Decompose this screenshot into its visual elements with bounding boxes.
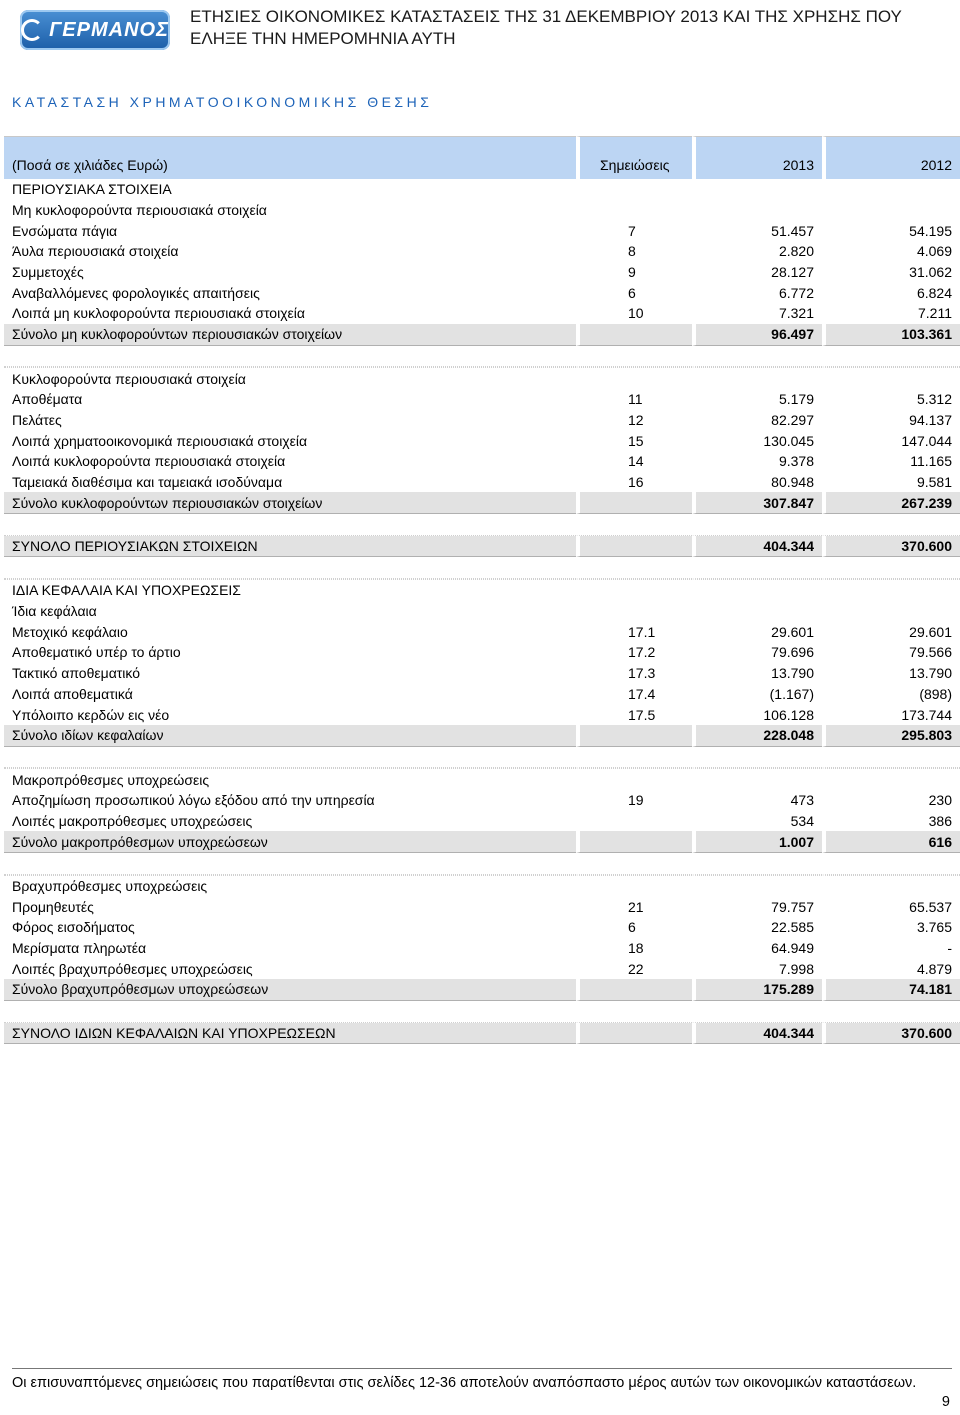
- row-label: Τακτικό αποθεματικό: [12, 665, 141, 682]
- spacer-row: [4, 1001, 960, 1023]
- row-note: 12: [576, 410, 692, 431]
- row-value-2012: [822, 601, 960, 622]
- row-label: Λοιπά αποθεματικά: [12, 685, 133, 702]
- spacer-cell: [4, 514, 576, 536]
- row-note: 17.1: [576, 621, 692, 642]
- row-note: [576, 768, 692, 790]
- table-row: [4, 938, 960, 959]
- row-value-2012: 7.211: [822, 303, 960, 324]
- row-value-2013: 79.696: [692, 642, 822, 663]
- table-row: [4, 410, 960, 431]
- row-label: Κυκλοφορούντα περιουσιακά στοιχεία: [4, 367, 576, 389]
- row-label: Φόρος εισοδήματος: [12, 919, 135, 936]
- row-label: ΣΥΝΟΛΟ ΠΕΡΙΟΥΣΙΑΚΩΝ ΣΤΟΙΧΕΙΩΝ: [4, 536, 576, 558]
- table-row: [4, 389, 960, 410]
- section-heading-row: [4, 601, 960, 622]
- spacer-row: [4, 747, 960, 769]
- row-value-2013: [692, 875, 822, 897]
- row-value-2013: 80.948: [692, 472, 822, 493]
- row-label: ΙΔΙΑ ΚΕΦΑΛΑΙΑ ΚΑΙ ΥΠΟΧΡΕΩΣΕΙΣ: [4, 579, 576, 601]
- row-value-2012: 267.239: [822, 492, 960, 514]
- row-value-2012: [822, 579, 960, 601]
- spacer-cell: [4, 346, 576, 368]
- spacer-cell: [822, 346, 960, 368]
- row-note: 16: [576, 472, 692, 493]
- table-row: [4, 790, 960, 811]
- section-heading-row: [4, 200, 960, 221]
- row-value-2012: 230: [822, 790, 960, 811]
- row-value-2013: 28.127: [692, 262, 822, 283]
- section-heading-row: [4, 367, 960, 389]
- row-value-2013: 404.344: [692, 1023, 822, 1045]
- row-note: [576, 979, 692, 1001]
- row-value-2012: 29.601: [822, 621, 960, 642]
- row-value-2012: [822, 768, 960, 790]
- row-note: [576, 492, 692, 514]
- row-value-2012: 4.879: [822, 958, 960, 979]
- row-label: Σύνολο μακροπρόθεσμων υποχρεώσεων: [4, 831, 576, 853]
- row-note: [576, 536, 692, 558]
- row-label: Ταμειακά διαθέσιμα και ταμειακά ισοδύναμα: [12, 473, 283, 490]
- table-row: [4, 621, 960, 642]
- spacer-cell: [822, 747, 960, 769]
- total-row: [4, 492, 960, 514]
- table-row: [4, 958, 960, 979]
- table-row: [4, 282, 960, 303]
- row-note: [576, 200, 692, 221]
- row-label: Μη κυκλοφορούντα περιουσιακά στοιχεία: [12, 202, 267, 219]
- row-value-2013: 228.048: [692, 725, 822, 747]
- footer-divider: [12, 1368, 952, 1369]
- row-value-2013: 7.998: [692, 958, 822, 979]
- row-label: Άυλα περιουσιακά στοιχεία: [12, 243, 179, 260]
- logo-mark-icon: [21, 19, 43, 41]
- row-label: Μερίσματα πληρωτέα: [12, 940, 147, 957]
- row-value-2013: [692, 768, 822, 790]
- row-note: 14: [576, 451, 692, 472]
- spacer-cell: [4, 557, 576, 579]
- section-heading-row: [4, 875, 960, 897]
- row-note: 17.3: [576, 663, 692, 684]
- row-value-2012: -: [822, 938, 960, 959]
- row-value-2012: [822, 179, 960, 200]
- column-header-description: (Ποσά σε χιλιάδες Ευρώ): [4, 136, 576, 179]
- row-value-2013: [692, 579, 822, 601]
- row-note: [576, 831, 692, 853]
- row-value-2012: [822, 875, 960, 897]
- row-label: Λοιπά μη κυκλοφορούντα περιουσιακά στοιχεία: [12, 305, 305, 322]
- row-note: [576, 725, 692, 747]
- row-label: Αναβαλλόμενες φορολογικές απαιτήσεις: [12, 284, 260, 301]
- row-label: Σύνολο κυκλοφορούντων περιουσιακών στοιχείων: [4, 492, 576, 514]
- footer-note: Οι επισυναπτόμενες σημειώσεις που παρατίθενται στις σελίδες 12-36 αποτελούν αναπόσπαστο μέρος αυτών των οικονομικών καταστάσεων.: [12, 1375, 917, 1391]
- table-body: [4, 179, 960, 1044]
- row-value-2013: [692, 367, 822, 389]
- row-label: Πελάτες: [12, 411, 62, 428]
- table-row: [4, 241, 960, 262]
- row-label: Λοιπές μακροπρόθεσμες υποχρεώσεις: [12, 812, 253, 829]
- row-value-2013: 2.820: [692, 241, 822, 262]
- spacer-cell: [692, 853, 822, 875]
- row-note: 15: [576, 430, 692, 451]
- row-value-2013: 29.601: [692, 621, 822, 642]
- spacer-cell: [692, 557, 822, 579]
- row-label: Αποθεματικό υπέρ το άρτιο: [12, 644, 181, 661]
- row-note: 17.4: [576, 684, 692, 705]
- spacer-row: [4, 853, 960, 875]
- row-value-2013: 6.772: [692, 282, 822, 303]
- table-row: [4, 303, 960, 324]
- row-note: 9: [576, 262, 692, 283]
- row-label: Βραχυπρόθεσμες υποχρεώσεις: [4, 875, 576, 897]
- total-row: [4, 324, 960, 346]
- row-value-2012: [822, 367, 960, 389]
- company-logo: [20, 10, 170, 50]
- row-note: [576, 811, 692, 832]
- row-note: 17.5: [576, 704, 692, 725]
- spacer-cell: [576, 853, 692, 875]
- spacer-cell: [822, 557, 960, 579]
- row-value-2013: 96.497: [692, 324, 822, 346]
- row-label: Σύνολο ιδίων κεφαλαίων: [4, 725, 576, 747]
- row-value-2012: 11.165: [822, 451, 960, 472]
- table-header-row: [4, 136, 960, 179]
- row-note: [576, 579, 692, 601]
- row-label: Μετοχικό κεφάλαιο: [12, 623, 128, 640]
- total-row: [4, 725, 960, 747]
- report-header-title: [190, 6, 950, 50]
- row-value-2012: (898): [822, 684, 960, 705]
- section-heading-row: [4, 579, 960, 601]
- section-heading-row: [4, 768, 960, 790]
- total-row: [4, 1023, 960, 1045]
- row-label: Αποθέματα: [12, 391, 83, 408]
- row-value-2013: 51.457: [692, 220, 822, 241]
- table-row: [4, 220, 960, 241]
- row-label: Προμηθευτές: [12, 898, 94, 915]
- row-note: 6: [576, 917, 692, 938]
- row-value-2013: 5.179: [692, 389, 822, 410]
- financial-position-table: [4, 136, 960, 1044]
- row-value-2012: 79.566: [822, 642, 960, 663]
- spacer-cell: [692, 514, 822, 536]
- row-value-2012: 9.581: [822, 472, 960, 493]
- total-row: [4, 979, 960, 1001]
- row-note: [576, 324, 692, 346]
- row-note: 21: [576, 896, 692, 917]
- row-value-2012: 65.537: [822, 896, 960, 917]
- spacer-cell: [4, 747, 576, 769]
- spacer-cell: [576, 747, 692, 769]
- row-note: 17.2: [576, 642, 692, 663]
- row-label: Λοιπές βραχυπρόθεσμες υποχρεώσεις: [12, 960, 253, 977]
- row-value-2013: 82.297: [692, 410, 822, 431]
- row-value-2012: 13.790: [822, 663, 960, 684]
- page-number: 9: [941, 1394, 950, 1410]
- row-value-2013: 79.757: [692, 896, 822, 917]
- row-value-2012: 147.044: [822, 430, 960, 451]
- spacer-cell: [692, 1001, 822, 1023]
- spacer-cell: [822, 1001, 960, 1023]
- row-value-2013: 307.847: [692, 492, 822, 514]
- row-note: 7: [576, 220, 692, 241]
- section-heading-row: [4, 179, 960, 200]
- table-row: [4, 684, 960, 705]
- row-value-2012: 6.824: [822, 282, 960, 303]
- row-note: [576, 367, 692, 389]
- row-value-2013: 404.344: [692, 536, 822, 558]
- row-value-2013: 1.007: [692, 831, 822, 853]
- row-value-2012: 74.181: [822, 979, 960, 1001]
- row-value-2013: 7.321: [692, 303, 822, 324]
- row-value-2012: 103.361: [822, 324, 960, 346]
- row-value-2013: 175.289: [692, 979, 822, 1001]
- spacer-row: [4, 557, 960, 579]
- row-note: 8: [576, 241, 692, 262]
- row-value-2013: [692, 601, 822, 622]
- row-note: [576, 875, 692, 897]
- spacer-cell: [692, 747, 822, 769]
- row-label: Λοιπά χρηματοοικονομικά περιουσιακά στοιχεία: [12, 432, 308, 449]
- row-label: Συμμετοχές: [12, 264, 84, 281]
- spacer-cell: [692, 346, 822, 368]
- total-row: [4, 536, 960, 558]
- table-row: [4, 430, 960, 451]
- column-header-notes: Σημειώσεις: [576, 136, 692, 179]
- spacer-row: [4, 346, 960, 368]
- spacer-cell: [822, 514, 960, 536]
- row-note: [576, 179, 692, 200]
- row-label: Λοιπά κυκλοφορούντα περιουσιακά στοιχεία: [12, 453, 286, 470]
- row-value-2013: (1.167): [692, 684, 822, 705]
- table-row: [4, 896, 960, 917]
- row-value-2012: [822, 200, 960, 221]
- table-row: [4, 642, 960, 663]
- row-note: 19: [576, 790, 692, 811]
- row-note: 11: [576, 389, 692, 410]
- row-label: Ίδια κεφάλαια: [12, 603, 97, 620]
- row-value-2012: 370.600: [822, 1023, 960, 1045]
- row-value-2013: 64.949: [692, 938, 822, 959]
- report-header-line-2: ΕΛΗΞΕ ΤΗΝ ΗΜΕΡΟΜΗΝΙΑ ΑΥΤΗ: [190, 29, 456, 48]
- row-note: 22: [576, 958, 692, 979]
- row-value-2013: 106.128: [692, 704, 822, 725]
- column-header-2013: 2013: [692, 136, 822, 179]
- row-value-2012: 4.069: [822, 241, 960, 262]
- table-row: [4, 472, 960, 493]
- row-value-2013: [692, 200, 822, 221]
- row-label: ΠΕΡΙΟΥΣΙΑΚΑ ΣΤΟΙΧΕΙΑ: [12, 181, 172, 198]
- row-value-2012: 94.137: [822, 410, 960, 431]
- row-value-2012: 295.803: [822, 725, 960, 747]
- row-value-2012: 54.195: [822, 220, 960, 241]
- row-value-2013: 9.378: [692, 451, 822, 472]
- row-note: [576, 1023, 692, 1045]
- row-value-2012: 370.600: [822, 536, 960, 558]
- spacer-cell: [4, 853, 576, 875]
- total-row: [4, 831, 960, 853]
- row-label: Αποζημίωση προσωπικού λόγω εξόδου από την υπηρεσία: [12, 792, 375, 809]
- logo-text: ΓΕΡΜΑΝΟΣ: [49, 18, 169, 41]
- table-row: [4, 917, 960, 938]
- row-value-2013: 473: [692, 790, 822, 811]
- row-value-2013: 13.790: [692, 663, 822, 684]
- table-row: [4, 704, 960, 725]
- table-row: [4, 262, 960, 283]
- row-value-2012: 386: [822, 811, 960, 832]
- spacer-cell: [822, 853, 960, 875]
- row-value-2013: 130.045: [692, 430, 822, 451]
- row-value-2013: [692, 179, 822, 200]
- row-label: Ενσώματα πάγια: [12, 222, 118, 239]
- row-value-2012: 5.312: [822, 389, 960, 410]
- spacer-cell: [576, 557, 692, 579]
- spacer-cell: [576, 1001, 692, 1023]
- row-label: Υπόλοιπο κερδών εις νέο: [12, 706, 170, 723]
- spacer-row: [4, 514, 960, 536]
- row-label: Μακροπρόθεσμες υποχρεώσεις: [4, 768, 576, 790]
- row-note: 10: [576, 303, 692, 324]
- row-note: [576, 601, 692, 622]
- row-value-2013: 22.585: [692, 917, 822, 938]
- row-label: Σύνολο μη κυκλοφορούντων περιουσιακών στοιχείων: [4, 324, 576, 346]
- row-value-2012: 31.062: [822, 262, 960, 283]
- spacer-cell: [4, 1001, 576, 1023]
- spacer-cell: [576, 346, 692, 368]
- row-label: Σύνολο βραχυπρόθεσμων υποχρεώσεων: [4, 979, 576, 1001]
- row-note: 18: [576, 938, 692, 959]
- row-label: ΣΥΝΟΛΟ ΙΔΙΩΝ ΚΕΦΑΛΑΙΩΝ ΚΑΙ ΥΠΟΧΡΕΩΣΕΩΝ: [4, 1023, 576, 1045]
- table-row: [4, 451, 960, 472]
- column-header-2012: 2012: [822, 136, 960, 179]
- row-value-2012: 3.765: [822, 917, 960, 938]
- spacer-cell: [576, 514, 692, 536]
- row-value-2012: 173.744: [822, 704, 960, 725]
- statement-title: ΚΑΤΑΣΤΑΣΗ ΧΡΗΜΑΤΟΟΙΚΟΝΟΜΙΚΗΣ ΘΕΣΗΣ: [12, 94, 433, 110]
- report-header-line-1: ΕΤΗΣΙΕΣ ΟΙΚΟΝΟΜΙΚΕΣ ΚΑΤΑΣΤΑΣΕΙΣ ΤΗΣ 31 ΔΕΚΕΜΒΡΙΟΥ 2013 ΚΑΙ ΤΗΣ ΧΡΗΣΗΣ ΠΟΥ: [190, 7, 902, 26]
- table-row: [4, 663, 960, 684]
- row-note: 6: [576, 282, 692, 303]
- page-header: [0, 0, 960, 64]
- row-value-2012: 616: [822, 831, 960, 853]
- row-value-2013: 534: [692, 811, 822, 832]
- table-row: [4, 811, 960, 832]
